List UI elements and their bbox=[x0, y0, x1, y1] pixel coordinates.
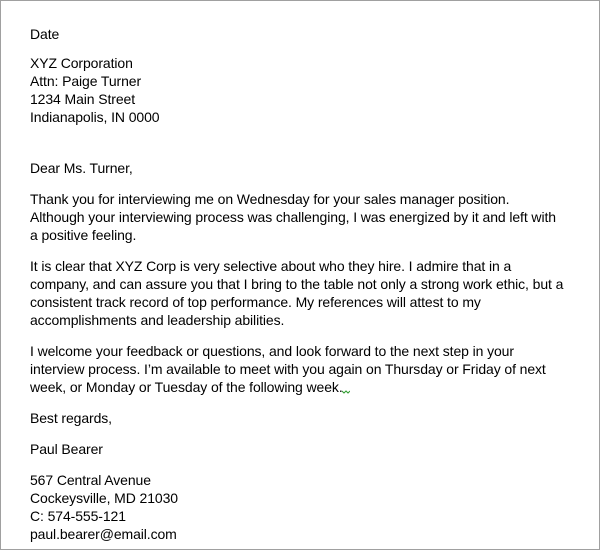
paragraph-line: Thank you for interviewing me on Wednesday for your sales manager position. bbox=[30, 191, 510, 207]
sender-phone: C: 574-555-121 bbox=[30, 508, 126, 524]
spacer bbox=[30, 427, 575, 440]
recipient-address bbox=[30, 54, 575, 126]
letter-body bbox=[30, 25, 575, 543]
paragraph-line: company, and can assure you that I bring to the table not only a strong work ethic, but a bbox=[30, 276, 564, 292]
sender-contact-block bbox=[30, 471, 575, 543]
paragraph-line: a positive feeling. bbox=[30, 227, 137, 243]
recipient-city: Indianapolis, IN 0000 bbox=[30, 109, 160, 125]
paragraph-line-text: week, or Monday or Tuesday of the following week. bbox=[30, 379, 343, 395]
paragraph-thanks bbox=[30, 190, 575, 244]
recipient-company: XYZ Corporation bbox=[30, 55, 133, 71]
paragraph-line: interview process. I’m available to meet with you again on Thursday or Friday of next bbox=[30, 361, 546, 377]
recipient-attention: Attn: Paige Turner bbox=[30, 73, 142, 89]
paragraph-qualifications bbox=[30, 257, 575, 329]
date-line: Date bbox=[30, 26, 60, 42]
paragraph-next-steps bbox=[30, 342, 575, 396]
paragraph-line: accomplishments and leadership abilities. bbox=[30, 312, 285, 328]
recipient-street: 1234 Main Street bbox=[30, 91, 136, 107]
spacer bbox=[30, 43, 575, 54]
signature-name: Paul Bearer bbox=[30, 441, 103, 457]
closing: Best regards, bbox=[30, 410, 112, 426]
paragraph-line-last bbox=[30, 378, 575, 396]
salutation: Dear Ms. Turner, bbox=[30, 160, 133, 176]
sender-city: Cockeysville, MD 21030 bbox=[30, 490, 178, 506]
grammar-squiggle-icon bbox=[342, 390, 350, 394]
spacer bbox=[30, 126, 575, 159]
sender-email: paul.bearer@email.com bbox=[30, 526, 177, 542]
paragraph-line: consistent track record of top performance. My references will attest to my bbox=[30, 294, 481, 310]
spacer bbox=[30, 329, 575, 342]
paragraph-line: Although your interviewing process was challenging, I was energized by it and left with bbox=[30, 209, 556, 225]
spacer bbox=[30, 244, 575, 257]
spacer bbox=[30, 396, 575, 409]
paragraph-line: I welcome your feedback or questions, and look forward to the next step in your bbox=[30, 343, 514, 359]
sender-street: 567 Central Avenue bbox=[30, 472, 151, 488]
paragraph-line: It is clear that XYZ Corp is very selective about who they hire. I admire that in a bbox=[30, 258, 512, 274]
spacer bbox=[30, 177, 575, 190]
spacer bbox=[30, 458, 575, 471]
